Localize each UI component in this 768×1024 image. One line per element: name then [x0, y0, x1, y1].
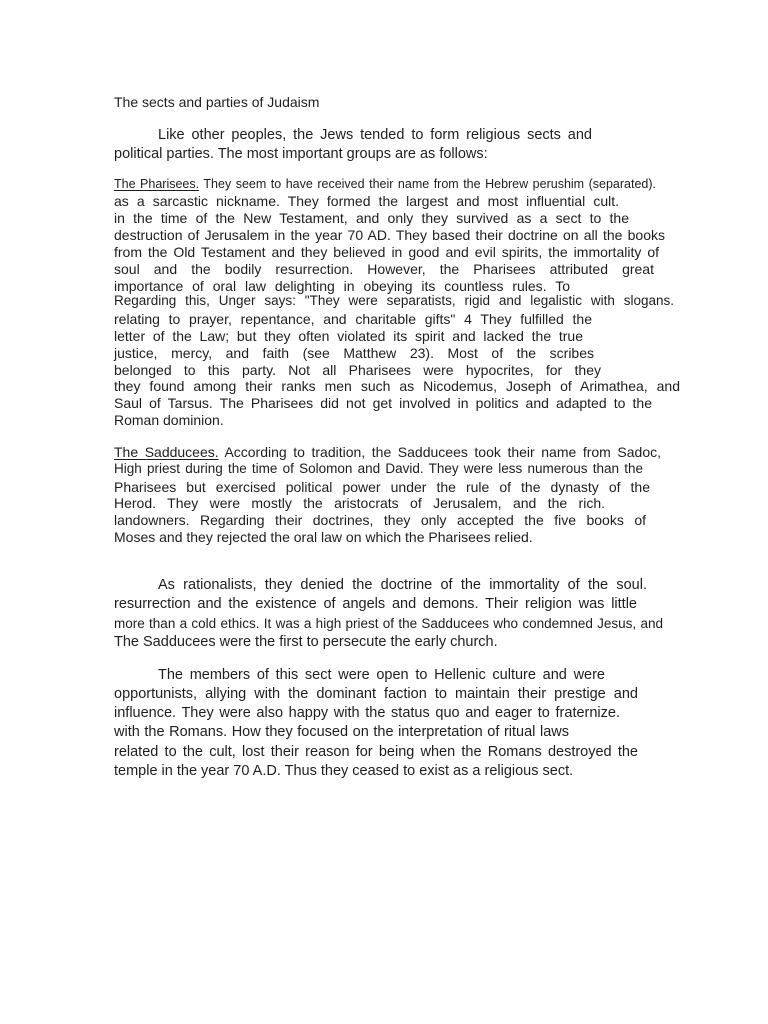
sadducees-heading: The Sadducees. — [114, 444, 219, 460]
pharisees-line: Saul of Tarsus. The Pharisees did not get involved in politics and adapted to the — [114, 395, 652, 411]
members-line: The members of this sect were open to Hellenic culture and were — [158, 667, 605, 683]
pharisees-line: they found among their ranks men such as Nicodemus, Joseph of Arimathea, and — [114, 378, 680, 394]
sadducees-line: Pharisees but exercised political power under the rule of the dynasty of the — [114, 479, 650, 495]
sadducees-line: High priest during the time of Solomon and David. They were less numerous than the — [114, 461, 643, 476]
pharisees-line: soul and the bodily resurrection. However, the Pharisees attributed great — [114, 261, 654, 277]
pharisees-line: in the time of the New Testament, and only they survived as a sect to the — [114, 210, 629, 226]
members-line: opportunists, allying with the dominant faction to maintain their prestige and — [114, 686, 638, 702]
sadducees-line: Moses and they rejected the oral law on which the Pharisees relied. — [114, 529, 533, 545]
members-line: temple in the year 70 A.D. Thus they ceased to exist as a religious sect. — [114, 763, 574, 779]
sadducees-first-line — [114, 443, 661, 461]
pharisees-line: Regarding this, Unger says: "They were separatists, rigid and legalistic with slogans. — [114, 293, 674, 308]
members-line: related to the cult, lost their reason for being when the Romans destroyed the — [114, 744, 638, 760]
pharisees-first-line — [114, 175, 656, 193]
sadducees-line: landowners. Regarding their doctrines, they only accepted the five books of — [114, 512, 646, 528]
sadducees-line: Herod. They were mostly the aristocrats of Jerusalem, and the rich. — [114, 495, 605, 511]
pharisees-line: as a sarcastic nickname. They formed the largest and most influential cult. — [114, 193, 619, 209]
pharisees-line: belonged to this party. Not all Pharisees were hypocrites, for they — [114, 362, 601, 378]
rationalists-line: As rationalists, they denied the doctrine of the immortality of the soul. — [158, 577, 647, 593]
rationalists-line: The Sadducees were the first to persecute the early church. — [114, 634, 498, 650]
intro-line: political parties. The most important groups are as follows: — [114, 146, 488, 162]
rationalists-line: resurrection and the existence of angels and demons. Their religion was little — [114, 596, 637, 612]
intro-line: Like other peoples, the Jews tended to form religious sects and — [158, 127, 592, 143]
pharisees-line: justice, mercy, and faith (see Matthew 23). Most of the scribes — [114, 345, 594, 361]
pharisees-line: destruction of Jerusalem in the year 70 AD. They based their doctrine on all the books — [114, 227, 665, 243]
pharisees-line: letter of the Law; but they often violated its spirit and lacked the true — [114, 328, 583, 344]
members-line: influence. They were also happy with the status quo and eager to fraternize. — [114, 705, 620, 721]
document-title: The sects and parties of Judaism — [114, 94, 320, 110]
pharisees-heading: The Pharisees. — [114, 177, 200, 191]
pharisees-line: from the Old Testament and they believed in good and evil spirits, the immortality of — [114, 244, 659, 260]
sadducees-line: According to tradition, the Sadducees took their name from Sadoc, — [224, 444, 661, 460]
pharisees-line: They seem to have received their name from the Hebrew perushim (separated). — [203, 177, 656, 191]
pharisees-line: Roman dominion. — [114, 412, 224, 428]
members-line: with the Romans. How they focused on the interpretation of ritual laws — [114, 724, 569, 740]
rationalists-line: more than a cold ethics. It was a high priest of the Sadducees who condemned Jesus, and — [114, 616, 663, 631]
pharisees-line: relating to prayer, repentance, and charitable gifts" 4 They fulfilled the — [114, 311, 592, 327]
pharisees-line: importance of oral law delighting in obeying its countless rules. To — [114, 278, 570, 294]
